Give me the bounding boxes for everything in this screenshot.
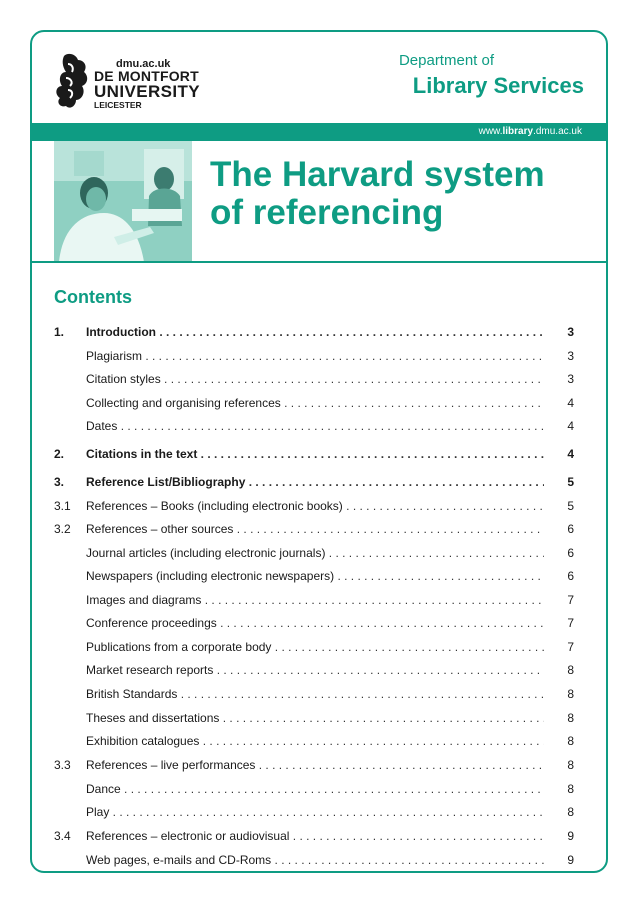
toc-entry-page: 8: [567, 663, 574, 677]
toc-entry-page: 3: [567, 372, 574, 386]
toc-entry-page: 9: [567, 853, 574, 867]
toc-entry-page: 5: [567, 499, 574, 513]
toc-entry-page: 7: [567, 593, 574, 607]
toc-entry[interactable]: [54, 370, 574, 388]
logo-url: dmu.ac.uk: [116, 58, 171, 70]
toc-entry-number: 3.2: [54, 522, 71, 536]
toc-entry-title: Web pages, e-mails and CD-Roms . . .: [86, 851, 544, 869]
toc-entry[interactable]: [54, 544, 574, 562]
toc-entry-title: Citation styles . . .: [86, 370, 544, 388]
toc-entry-number: 3.: [54, 475, 65, 489]
toc-entry-title: Plagiarism . . .: [86, 347, 544, 365]
section-divider: [32, 261, 606, 263]
toc-entry[interactable]: [54, 497, 574, 515]
toc-entry[interactable]: [54, 567, 574, 585]
university-logo[interactable]: [54, 52, 204, 122]
toc-entry[interactable]: [54, 685, 574, 703]
header-band: [32, 123, 606, 141]
toc-entry-title: Images and diagrams . . .: [86, 591, 544, 609]
toc-entry-page: 7: [567, 616, 574, 630]
toc-entry-title: Newspapers (including electronic newspapers) . . .: [86, 567, 544, 585]
toc-entry-page: 8: [567, 758, 574, 772]
logo-line-1: DE MONTFORT: [94, 68, 199, 84]
toc-entry[interactable]: [54, 347, 574, 365]
toc-entry-title: Publications from a corporate body . . .: [86, 638, 544, 656]
toc-entry-page: 8: [567, 782, 574, 796]
toc-entry-title: Collecting and organising references . . .: [86, 394, 544, 412]
toc-entry[interactable]: [54, 851, 574, 869]
toc-entry-title: References – other sources . . .: [86, 520, 544, 538]
website-link-suffix: .dmu.ac.uk: [533, 126, 582, 137]
toc-entry-page: 5: [567, 475, 574, 489]
website-link[interactable]: [479, 125, 582, 139]
toc-entry-page: 3: [567, 349, 574, 363]
toc-entry-title: References – live performances . . .: [86, 756, 544, 774]
toc-entry-title: References – electronic or audiovisual . . .: [86, 827, 544, 845]
lion-crest-icon: [54, 52, 92, 110]
toc-entry[interactable]: [54, 756, 574, 774]
title-line-2: of referencing: [210, 193, 444, 232]
toc-entry-page: 6: [567, 546, 574, 560]
logo-line-2: UNIVERSITY: [94, 82, 201, 101]
toc-entry-title: Conference proceedings . . .: [86, 614, 544, 632]
toc-entry-number: 3.3: [54, 758, 71, 772]
toc-entry-title: Citations in the text . . .: [86, 445, 544, 463]
toc-entry[interactable]: [54, 661, 574, 679]
toc-entry[interactable]: [54, 394, 574, 412]
toc-entry-number: 1.: [54, 325, 65, 339]
toc-entry-page: 3: [567, 325, 574, 339]
toc-entry-page: 4: [567, 447, 574, 461]
toc-entry-page: 6: [567, 569, 574, 583]
toc-entry[interactable]: [54, 827, 574, 845]
toc-entry-title: Reference List/Bibliography . . .: [86, 473, 544, 491]
title-line-1: The Harvard system: [210, 155, 545, 194]
toc-entry-title: Exhibition catalogues . . .: [86, 732, 544, 750]
toc-entry[interactable]: [54, 614, 574, 632]
toc-entry-number: 2.: [54, 447, 65, 461]
toc-entry-title: Dance . . .: [86, 780, 544, 798]
toc-entry[interactable]: [54, 732, 574, 750]
toc-entry-title: Theses and dissertations . . .: [86, 709, 544, 727]
department-name: Library Services: [412, 73, 584, 98]
toc-entry-page: 4: [567, 396, 574, 410]
logo-line-3: LEICESTER: [94, 100, 142, 110]
toc-entry-title: Introduction . . .: [86, 323, 544, 341]
department-label: Department of: [398, 52, 494, 69]
toc-entry-page: 9: [567, 829, 574, 843]
toc-entry[interactable]: [54, 638, 574, 656]
toc-entry[interactable]: [54, 591, 574, 609]
toc-entry-title: British Standards . . .: [86, 685, 544, 703]
website-link-prefix: www.: [478, 126, 503, 137]
toc-entry-number: 3.1: [54, 499, 71, 513]
contents-heading: Contents: [54, 287, 132, 307]
toc-entry[interactable]: [54, 473, 574, 491]
website-link-bold: library: [502, 126, 534, 137]
toc-entry-page: 6: [567, 522, 574, 536]
toc-entry[interactable]: [54, 709, 574, 727]
toc-entry-title: Journal articles (including electronic journals) . . .: [86, 544, 544, 562]
toc-entry-title: Market research reports . . .: [86, 661, 544, 679]
toc-entry[interactable]: [54, 417, 574, 435]
toc-entry[interactable]: [54, 780, 574, 798]
toc-entry[interactable]: [54, 323, 574, 341]
toc-entry-number: 3.4: [54, 829, 71, 843]
toc-entry-page: 4: [567, 419, 574, 433]
toc-entry-page: 8: [567, 805, 574, 819]
toc-entry-page: 8: [567, 711, 574, 725]
document-title: [210, 156, 600, 232]
toc-entry[interactable]: [54, 520, 574, 538]
toc-entry[interactable]: [54, 445, 574, 463]
toc-entry-page: 7: [567, 640, 574, 654]
toc-entry-page: 8: [567, 734, 574, 748]
toc-entry-title: Dates . . .: [86, 417, 544, 435]
toc-entry[interactable]: [54, 803, 574, 821]
toc-entry-page: 8: [567, 687, 574, 701]
toc-entry-title: Play . . .: [86, 803, 544, 821]
toc-entry-title: References – Books (including electronic books) . . .: [86, 497, 544, 515]
page-frame: [30, 30, 608, 873]
students-photo: [54, 141, 192, 262]
